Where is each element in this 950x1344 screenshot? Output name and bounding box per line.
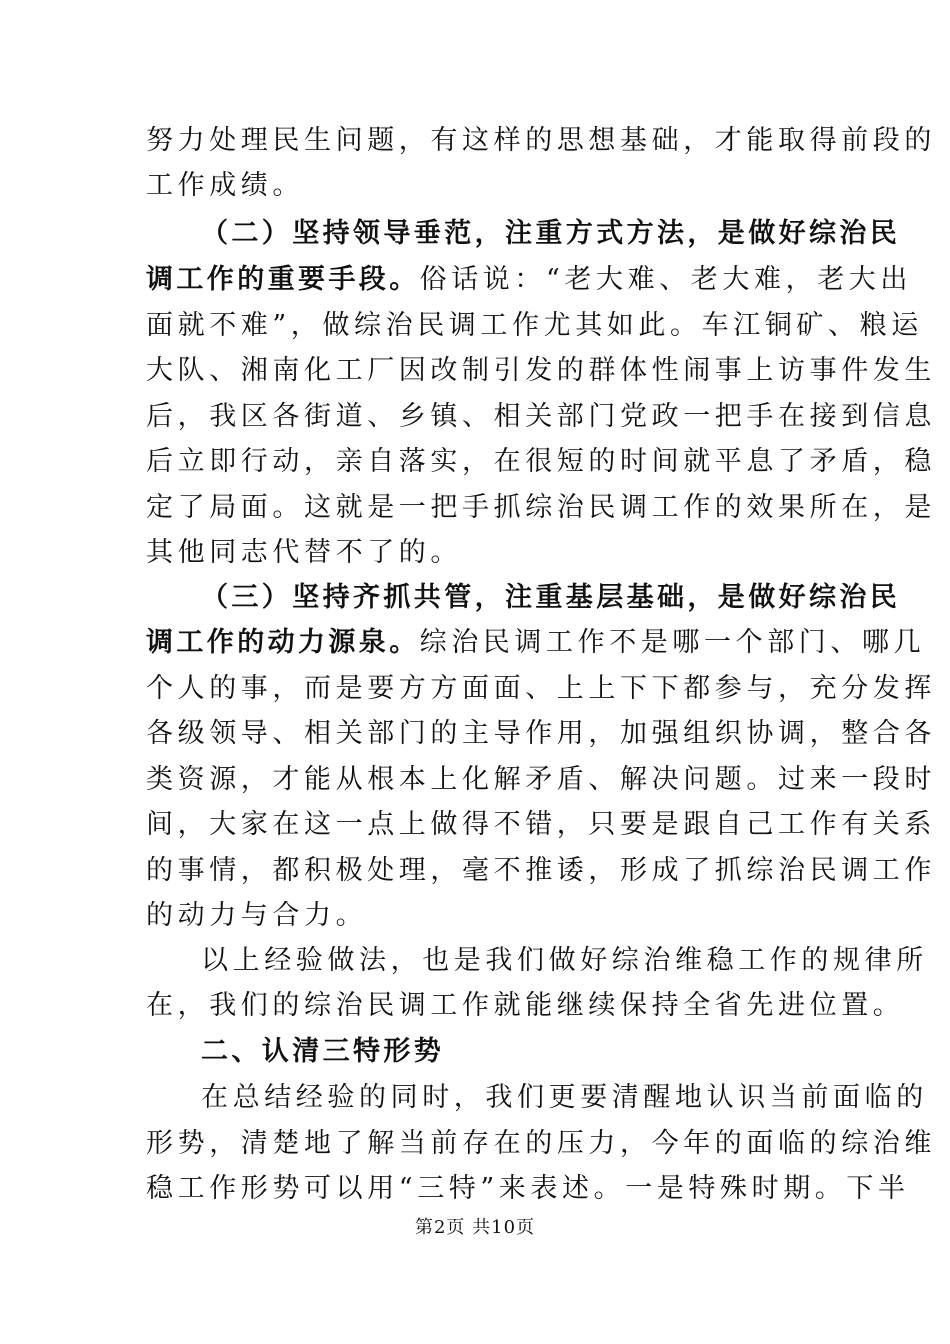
- text-line: 定了局面。这就是一把手抓综治民调工作的效果所在，是: [146, 492, 936, 523]
- text-line: 的动力与合力。: [146, 900, 368, 931]
- text-line: 以上经验做法，也是我们做好综治维稳工作的规律所: [201, 945, 928, 976]
- text-line: 调工作的重要手段。俗话说：“老大难、老大难，老大出: [146, 264, 913, 295]
- text-line: 工作成绩。: [146, 170, 304, 201]
- text-line: 的事情，都积极处理，毫不推诿，形成了抓综治民调工作: [146, 855, 936, 886]
- text-line: 后，我区各街道、乡镇、相关部门党政一把手在接到信息: [146, 401, 936, 432]
- text-line: 其他同志代替不了的。: [146, 537, 462, 568]
- text-line: 大队、湘南化工厂因改制引发的群体性闹事上访事件发生: [146, 355, 936, 386]
- text-line: 各级领导、相关部门的主导作用，加强组织协调，整合各: [146, 718, 936, 749]
- text-line: 稳工作形势可以用“三特”来表述。一是特殊时期。下半: [146, 1173, 910, 1204]
- text-line: 后立即行动，亲自落实，在很短的时间就平息了矛盾，稳: [146, 446, 936, 477]
- text-line: 形势，清楚地了解当前存在的压力，今年的面临的综治维: [146, 1128, 936, 1159]
- text-line: 面就不难”，做综治民调工作尤其如此。车江铜矿、粮运: [146, 310, 923, 341]
- text-line: 努力处理民生问题，有这样的思想基础，才能取得前段的: [146, 125, 936, 156]
- text-line: 调工作的动力源泉。综治民调工作不是哪一个部门、哪几: [146, 627, 926, 658]
- text-line: 间，大家在这一点上做得不错，只要是跟自己工作有关系: [146, 809, 936, 840]
- text-line: 在，我们的综治民调工作就能继续保持全省先进位置。: [146, 990, 905, 1021]
- section-heading: 二、认清三特形势: [201, 1036, 445, 1067]
- text-line: 个人的事，而是要方方面面、上上下下都参与，充分发挥: [146, 673, 936, 704]
- section-heading: （三）坚持齐抓共管，注重基层基础，是做好综治民: [201, 582, 901, 613]
- section-heading: （二）坚持领导垂范，注重方式方法，是做好综治民: [201, 218, 901, 249]
- text-line: 类资源，才能从根本上化解矛盾、解决问题。过来一段时: [146, 764, 936, 795]
- text-line: 在总结经验的同时，我们更要清醒地认识当前面临的: [201, 1082, 928, 1113]
- page-number: 第2页 共10页: [414, 1217, 536, 1238]
